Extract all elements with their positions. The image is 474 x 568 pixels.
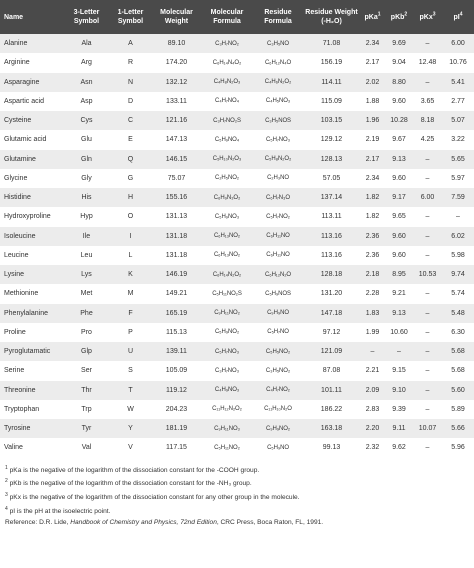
cell-pka: 1.88: [360, 92, 385, 111]
cell-residue-weight: 147.18: [303, 304, 360, 323]
cell-molecular-weight: 132.12: [152, 73, 201, 92]
cell-pi: 6.02: [442, 227, 474, 246]
cell-pkx: –: [413, 284, 442, 303]
cell-one-letter: S: [109, 361, 152, 380]
table-row: [0, 34, 474, 53]
cell-pkb: 9.13: [385, 150, 413, 169]
cell-pka: 1.83: [360, 304, 385, 323]
cell-pi: 5.65: [442, 150, 474, 169]
cell-molecular-formula: C₉H₁₁NO₂: [201, 304, 253, 323]
cell-pi: 5.98: [442, 246, 474, 265]
cell-molecular-weight: 117.15: [152, 438, 201, 457]
cell-molecular-weight: 119.12: [152, 381, 201, 400]
cell-pka: 2.09: [360, 381, 385, 400]
cell-residue-weight: 115.09: [303, 92, 360, 111]
cell-three-letter: Tyr: [64, 419, 109, 438]
cell-one-letter: Y: [109, 419, 152, 438]
cell-pi: 6.30: [442, 323, 474, 342]
cell-pkb: 9.13: [385, 304, 413, 323]
cell-name: Lysine: [0, 265, 64, 284]
cell-three-letter: Asp: [64, 92, 109, 111]
footnote-text: pKx is the negative of the logarithm of the dissociation constant for any other group in the molecule.: [9, 494, 300, 502]
cell-pi: 7.59: [442, 188, 474, 207]
table-header-row: [0, 0, 474, 34]
cell-pi: 5.96: [442, 438, 474, 457]
cell-name: Glutamic acid: [0, 130, 64, 149]
cell-three-letter: His: [64, 188, 109, 207]
cell-pka: 2.34: [360, 169, 385, 188]
cell-name: Aspartic acid: [0, 92, 64, 111]
cell-molecular-weight: 139.11: [152, 342, 201, 361]
cell-residue-weight: 57.05: [303, 169, 360, 188]
table-row: [0, 227, 474, 246]
footnote: [5, 463, 470, 477]
cell-pkx: –: [413, 304, 442, 323]
cell-residue-weight: 186.22: [303, 400, 360, 419]
cell-molecular-formula: C₅H₉NO₄: [201, 130, 253, 149]
cell-pka: 2.36: [360, 246, 385, 265]
cell-molecular-formula: C₅H₇NO₃: [201, 342, 253, 361]
cell-residue-formula: C₆H₁₂N₄O: [253, 53, 303, 72]
footnote-marker: 3: [5, 492, 8, 499]
footnotes: [0, 458, 474, 529]
cell-pkx: 12.48: [413, 53, 442, 72]
cell-residue-weight: 71.08: [303, 34, 360, 53]
cell-pkb: 9.11: [385, 419, 413, 438]
cell-molecular-weight: 146.19: [152, 265, 201, 284]
header-residue-formula: Residue Formula: [253, 0, 303, 34]
cell-pi: 6.00: [442, 34, 474, 53]
cell-residue-weight: 128.18: [303, 265, 360, 284]
cell-name: Leucine: [0, 246, 64, 265]
cell-name: Threonine: [0, 381, 64, 400]
footnote: [5, 504, 470, 518]
cell-one-letter: M: [109, 284, 152, 303]
table-row: [0, 207, 474, 226]
cell-pkb: 9.67: [385, 130, 413, 149]
cell-pkb: 9.10: [385, 381, 413, 400]
cell-pkx: 8.18: [413, 111, 442, 130]
cell-residue-weight: 103.15: [303, 111, 360, 130]
cell-pkb: 9.62: [385, 438, 413, 457]
cell-pka: 2.19: [360, 130, 385, 149]
cell-molecular-weight: 146.15: [152, 150, 201, 169]
cell-three-letter: Trp: [64, 400, 109, 419]
cell-pkx: 6.00: [413, 188, 442, 207]
cell-molecular-formula: C₆H₁₄N₂O₂: [201, 265, 253, 284]
cell-molecular-weight: 204.23: [152, 400, 201, 419]
cell-three-letter: Phe: [64, 304, 109, 323]
table-row: [0, 92, 474, 111]
cell-residue-weight: 113.11: [303, 207, 360, 226]
cell-pi: 5.89: [442, 400, 474, 419]
table-row: [0, 188, 474, 207]
cell-residue-formula: C₆H₁₁NO: [253, 227, 303, 246]
cell-pka: 2.36: [360, 227, 385, 246]
cell-pkb: 9.65: [385, 207, 413, 226]
cell-name: Phenylalanine: [0, 304, 64, 323]
cell-pkx: 4.25: [413, 130, 442, 149]
cell-pka: 2.32: [360, 438, 385, 457]
header-pka: pKa$^1$: [360, 0, 385, 34]
cell-residue-formula: C₅H₇NO₃: [253, 130, 303, 149]
cell-residue-formula: C₆H₇N₃O: [253, 188, 303, 207]
table-row: [0, 342, 474, 361]
cell-residue-formula: C₄H₇NO₂: [253, 381, 303, 400]
cell-pka: 2.20: [360, 419, 385, 438]
cell-one-letter: Q: [109, 150, 152, 169]
cell-residue-formula: C₅H₉NO: [253, 438, 303, 457]
cell-pkx: –: [413, 34, 442, 53]
cell-molecular-weight: 174.20: [152, 53, 201, 72]
cell-one-letter: C: [109, 111, 152, 130]
cell-pkb: 9.04: [385, 53, 413, 72]
cell-one-letter: D: [109, 92, 152, 111]
cell-three-letter: Asn: [64, 73, 109, 92]
cell-pkx: –: [413, 438, 442, 457]
cell-residue-weight: 99.13: [303, 438, 360, 457]
cell-three-letter: Ser: [64, 361, 109, 380]
cell-residue-weight: 129.12: [303, 130, 360, 149]
cell-residue-weight: 128.13: [303, 150, 360, 169]
cell-residue-formula: C₉H₉NO₂: [253, 419, 303, 438]
cell-molecular-weight: 75.07: [152, 169, 201, 188]
cell-name: Tryptophan: [0, 400, 64, 419]
cell-residue-formula: C₆H₁₂N₂O: [253, 265, 303, 284]
cell-pkb: 9.69: [385, 34, 413, 53]
cell-one-letter: T: [109, 381, 152, 400]
table-body: [0, 34, 474, 458]
footnote: [5, 490, 470, 504]
cell-residue-formula: C₅H₅NO₂: [253, 342, 303, 361]
cell-name: Alanine: [0, 34, 64, 53]
cell-residue-weight: 113.16: [303, 227, 360, 246]
header-name: Name: [0, 0, 64, 34]
cell-three-letter: Glu: [64, 130, 109, 149]
cell-pkx: –: [413, 361, 442, 380]
cell-residue-formula: C₅H₈N₂O₂: [253, 150, 303, 169]
table-row: [0, 150, 474, 169]
cell-residue-weight: 131.20: [303, 284, 360, 303]
cell-one-letter: K: [109, 265, 152, 284]
header-residue-weight: Residue Weight (-H₂O): [303, 0, 360, 34]
cell-one-letter: I: [109, 227, 152, 246]
cell-molecular-formula: C₁₁H₁₂N₂O₂: [201, 400, 253, 419]
cell-pka: 2.21: [360, 361, 385, 380]
table-row: [0, 381, 474, 400]
header-pi: $pI^4$: [442, 0, 474, 34]
cell-three-letter: Val: [64, 438, 109, 457]
cell-pkb: 9.60: [385, 227, 413, 246]
cell-molecular-weight: 89.10: [152, 34, 201, 53]
cell-one-letter: E: [109, 130, 152, 149]
cell-residue-weight: 163.18: [303, 419, 360, 438]
table-row: [0, 73, 474, 92]
cell-three-letter: Cys: [64, 111, 109, 130]
cell-pkx: –: [413, 169, 442, 188]
cell-name: Arginine: [0, 53, 64, 72]
cell-pkx: 10.07: [413, 419, 442, 438]
footnote-text: pKb is the negative of the logarithm of the dissociation constant for the -NH₃ group.: [9, 480, 252, 488]
header-one-letter: 1-Letter Symbol: [109, 0, 152, 34]
cell-pi: 5.66: [442, 419, 474, 438]
cell-molecular-formula: C₅H₁₁NO₂: [201, 438, 253, 457]
cell-residue-weight: 101.11: [303, 381, 360, 400]
cell-pkb: –: [385, 342, 413, 361]
cell-pkb: 9.60: [385, 169, 413, 188]
cell-pkx: –: [413, 73, 442, 92]
table-row: [0, 284, 474, 303]
cell-residue-weight: 121.09: [303, 342, 360, 361]
header-pkx: pKx$^3$: [413, 0, 442, 34]
cell-pka: 2.17: [360, 53, 385, 72]
cell-three-letter: Glp: [64, 342, 109, 361]
cell-three-letter: Met: [64, 284, 109, 303]
cell-pi: 5.97: [442, 169, 474, 188]
cell-residue-formula: C₄H₅NO₃: [253, 92, 303, 111]
cell-pi: 5.07: [442, 111, 474, 130]
cell-pka: 1.96: [360, 111, 385, 130]
table-row: [0, 304, 474, 323]
table-row: [0, 438, 474, 457]
cell-pka: 1.82: [360, 188, 385, 207]
cell-one-letter: V: [109, 438, 152, 457]
cell-three-letter: Lys: [64, 265, 109, 284]
cell-pkx: –: [413, 227, 442, 246]
table-row: [0, 361, 474, 380]
table-row: [0, 400, 474, 419]
cell-pi: 9.74: [442, 265, 474, 284]
cell-three-letter: Gly: [64, 169, 109, 188]
cell-molecular-formula: C₃H₇NO₂: [201, 34, 253, 53]
cell-name: Serine: [0, 361, 64, 380]
cell-residue-formula: C₁₁H₁₀N₂O: [253, 400, 303, 419]
cell-pkb: 9.21: [385, 284, 413, 303]
cell-pkx: –: [413, 323, 442, 342]
cell-three-letter: Ala: [64, 34, 109, 53]
cell-molecular-formula: C₅H₉NO₂: [201, 323, 253, 342]
cell-residue-formula: C₃H₅NO₂: [253, 361, 303, 380]
reference-line: Reference: D.R. Lide, Handbook of Chemistry and Physics, 72nd Edition, CRC Press, Boca Raton, FL, 1991.: [5, 518, 324, 526]
cell-one-letter: P: [109, 323, 152, 342]
table-row: [0, 169, 474, 188]
cell-pka: 1.99: [360, 323, 385, 342]
footnote-text: pKa is the negative of the logarithm of the dissociation constant for the -COOH group.: [9, 466, 260, 474]
cell-name: Glycine: [0, 169, 64, 188]
table-row: [0, 323, 474, 342]
cell-one-letter: R: [109, 53, 152, 72]
cell-residue-weight: 97.12: [303, 323, 360, 342]
cell-pka: 2.28: [360, 284, 385, 303]
cell-residue-formula: C₉H₉NO: [253, 304, 303, 323]
cell-molecular-weight: 105.09: [152, 361, 201, 380]
cell-molecular-weight: 131.18: [152, 227, 201, 246]
cell-three-letter: Leu: [64, 246, 109, 265]
cell-residue-formula: C₃H₅NO: [253, 34, 303, 53]
cell-molecular-formula: C₅H₁₁NO₂S: [201, 284, 253, 303]
cell-one-letter: F: [109, 304, 152, 323]
cell-molecular-formula: C₅H₁₀N₂O₃: [201, 150, 253, 169]
cell-one-letter: A: [109, 34, 152, 53]
cell-residue-formula: C₅H₉NOS: [253, 284, 303, 303]
cell-residue-weight: 137.14: [303, 188, 360, 207]
cell-molecular-weight: 181.19: [152, 419, 201, 438]
cell-pkb: 8.95: [385, 265, 413, 284]
cell-name: Pyroglutamatic: [0, 342, 64, 361]
cell-residue-formula: C₅H₇NO: [253, 323, 303, 342]
cell-pi: 5.68: [442, 361, 474, 380]
cell-three-letter: Arg: [64, 53, 109, 72]
cell-three-letter: Thr: [64, 381, 109, 400]
cell-pkb: 9.17: [385, 188, 413, 207]
cell-molecular-formula: C₆H₁₃NO₂: [201, 227, 253, 246]
cell-pkb: 10.28: [385, 111, 413, 130]
cell-residue-formula: C₆H₁₁NO: [253, 246, 303, 265]
cell-molecular-formula: C₆H₁₄N₄O₂: [201, 53, 253, 72]
cell-one-letter: H: [109, 188, 152, 207]
cell-molecular-weight: 155.16: [152, 188, 201, 207]
cell-pi: 5.68: [442, 342, 474, 361]
cell-residue-formula: C₄H₆N₂O₂: [253, 73, 303, 92]
cell-molecular-formula: C₄H₇NO₄: [201, 92, 253, 111]
cell-residue-weight: 156.19: [303, 53, 360, 72]
cell-three-letter: Hyp: [64, 207, 109, 226]
cell-pi: 3.22: [442, 130, 474, 149]
cell-pkx: –: [413, 342, 442, 361]
cell-pkx: –: [413, 150, 442, 169]
cell-residue-weight: 113.16: [303, 246, 360, 265]
cell-residue-weight: 87.08: [303, 361, 360, 380]
cell-pka: 2.18: [360, 265, 385, 284]
cell-pkb: 9.15: [385, 361, 413, 380]
cell-pi: 5.74: [442, 284, 474, 303]
cell-pkb: 10.60: [385, 323, 413, 342]
cell-one-letter: L: [109, 246, 152, 265]
cell-pi: 2.77: [442, 92, 474, 111]
cell-name: Proline: [0, 323, 64, 342]
cell-pkx: –: [413, 381, 442, 400]
footnote: [5, 476, 470, 490]
cell-molecular-formula: C₅H₉NO₃: [201, 207, 253, 226]
cell-pkx: –: [413, 207, 442, 226]
cell-residue-formula: C₃H₅NOS: [253, 111, 303, 130]
cell-molecular-weight: 131.13: [152, 207, 201, 226]
footnote-marker: 1: [5, 464, 8, 471]
cell-one-letter: G: [109, 169, 152, 188]
cell-name: Valine: [0, 438, 64, 457]
table-row: [0, 265, 474, 284]
footnote-marker: 2: [5, 478, 8, 485]
table-row: [0, 130, 474, 149]
cell-pka: 1.82: [360, 207, 385, 226]
cell-pkx: –: [413, 400, 442, 419]
cell-molecular-formula: C₆H₉N₃O₂: [201, 188, 253, 207]
cell-molecular-formula: C₃H₇NO₂S: [201, 111, 253, 130]
cell-three-letter: Pro: [64, 323, 109, 342]
cell-one-letter: N: [109, 73, 152, 92]
cell-pkx: 10.53: [413, 265, 442, 284]
cell-pka: 2.34: [360, 34, 385, 53]
cell-pi: 5.60: [442, 381, 474, 400]
cell-pi: 5.41: [442, 73, 474, 92]
cell-pka: 2.83: [360, 400, 385, 419]
cell-pkx: –: [413, 246, 442, 265]
cell-residue-formula: C₂H₃NO: [253, 169, 303, 188]
cell-pkx: 3.65: [413, 92, 442, 111]
cell-name: Asparagine: [0, 73, 64, 92]
footnote-text: pI is the pH at the isoelectric point.: [9, 508, 111, 516]
cell-pka: 2.17: [360, 150, 385, 169]
cell-pkb: 9.60: [385, 246, 413, 265]
cell-pka: 2.02: [360, 73, 385, 92]
cell-three-letter: Ile: [64, 227, 109, 246]
header-molecular-formula: Molecular Formula: [201, 0, 253, 34]
cell-one-letter: O: [109, 207, 152, 226]
cell-molecular-weight: 165.19: [152, 304, 201, 323]
cell-pi: 5.48: [442, 304, 474, 323]
header-pkb: pKb$^2$: [385, 0, 413, 34]
cell-molecular-formula: C₆H₁₃NO₂: [201, 246, 253, 265]
cell-molecular-formula: C₄H₈N₂O₃: [201, 73, 253, 92]
cell-molecular-formula: C₂H₅NO₂: [201, 169, 253, 188]
cell-molecular-weight: 133.11: [152, 92, 201, 111]
cell-molecular-formula: C₄H₉NO₃: [201, 381, 253, 400]
table-row: [0, 53, 474, 72]
cell-molecular-weight: 131.18: [152, 246, 201, 265]
cell-residue-formula: C₅H₇NO₂: [253, 207, 303, 226]
cell-name: Methionine: [0, 284, 64, 303]
cell-molecular-weight: 147.13: [152, 130, 201, 149]
cell-pkb: 8.80: [385, 73, 413, 92]
cell-name: Isoleucine: [0, 227, 64, 246]
table-row: [0, 419, 474, 438]
cell-molecular-formula: C₉H₁₁NO₃: [201, 419, 253, 438]
header-three-letter: 3-Letter Symbol: [64, 0, 109, 34]
cell-name: Histidine: [0, 188, 64, 207]
table-row: [0, 111, 474, 130]
cell-one-letter: U: [109, 342, 152, 361]
header-molecular-weight: Molecular Weight: [152, 0, 201, 34]
footnote-list: [5, 463, 470, 518]
cell-pi: 10.76: [442, 53, 474, 72]
footnote-marker: 4: [5, 505, 8, 512]
cell-pkb: 9.39: [385, 400, 413, 419]
cell-name: Glutamine: [0, 150, 64, 169]
cell-pi: –: [442, 207, 474, 226]
cell-pkb: 9.60: [385, 92, 413, 111]
cell-name: Hydroxyproline: [0, 207, 64, 226]
cell-residue-weight: 114.11: [303, 73, 360, 92]
cell-name: Cysteine: [0, 111, 64, 130]
cell-pka: –: [360, 342, 385, 361]
cell-molecular-weight: 121.16: [152, 111, 201, 130]
cell-molecular-weight: 115.13: [152, 323, 201, 342]
cell-one-letter: W: [109, 400, 152, 419]
cell-molecular-weight: 149.21: [152, 284, 201, 303]
cell-molecular-formula: C₃H₇NO₃: [201, 361, 253, 380]
cell-three-letter: Gln: [64, 150, 109, 169]
cell-name: Tyrosine: [0, 419, 64, 438]
table-row: [0, 246, 474, 265]
